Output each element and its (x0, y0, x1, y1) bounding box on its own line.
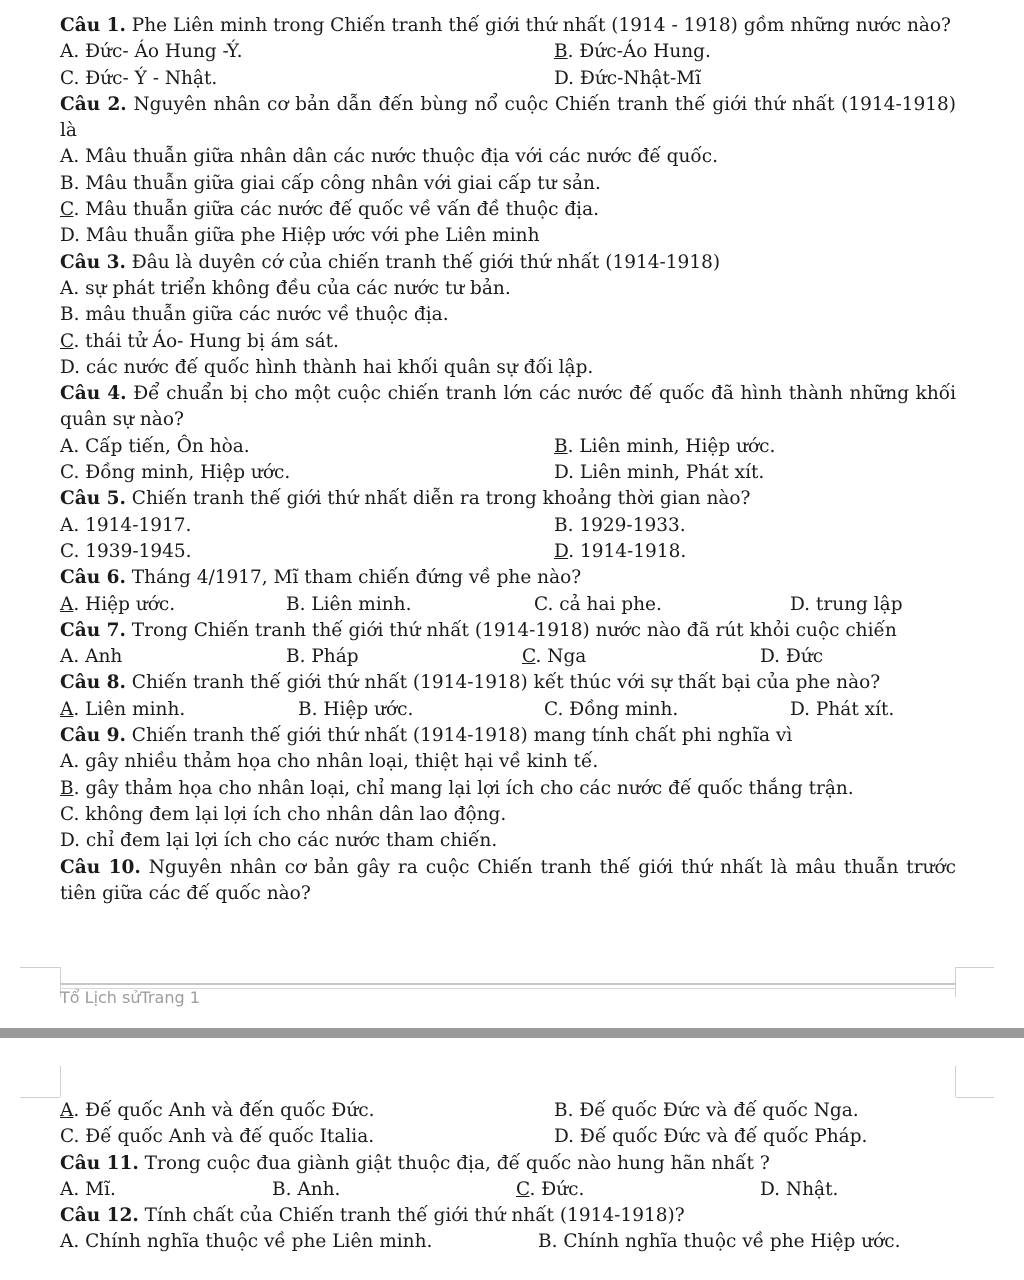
answer-b: B. Pháp (286, 646, 359, 668)
question-4 (60, 381, 956, 434)
answer-b: B. mâu thuẫn giữa các nước về thuộc địa. (60, 304, 449, 326)
question-number: Câu 6. (60, 567, 126, 589)
answer-c: C. Nga (522, 646, 587, 668)
question-text: Tính chất của Chiến tranh thế giới thứ nhất (1914-1918)? (138, 1205, 685, 1227)
answer-d: D. chỉ đem lại lợi ích cho các nước tham chiến. (60, 830, 498, 852)
answer-row (60, 460, 956, 486)
question-number: Câu 1. (60, 15, 126, 36)
question-text: Tháng 4/1917, Mĩ tham chiến đứng về phe nào? (125, 567, 582, 589)
answer-d: D. trung lập (790, 593, 903, 615)
answer-row (60, 66, 956, 92)
question-8 (60, 670, 956, 696)
question-number: Câu 12. (60, 1205, 139, 1227)
question-2 (60, 92, 956, 145)
question-3 (60, 250, 956, 276)
answer-a: A. Mĩ. (60, 1178, 116, 1200)
page-2-content (60, 1098, 956, 1256)
answer-c: C. Đức. (516, 1178, 585, 1200)
answer-row (60, 1098, 956, 1124)
answer-c: C. 1939-1945. (60, 540, 192, 562)
answer-c: C. Đồng minh, Hiệp ước. (60, 462, 291, 484)
question-number: Câu 11. (60, 1152, 139, 1174)
question-text: Nguyên nhân cơ bản dẫn đến bùng nổ cuộc Chiến tranh thế giới thứ nhất (1914-1918) là (60, 93, 957, 142)
question-9 (60, 723, 956, 749)
page-corner-mark (956, 967, 994, 968)
question-text: Trong Chiến tranh thế giới thứ nhất (1914-1918) nước nào đã rút khỏi cuộc chiến (125, 619, 897, 641)
answer-row (60, 1177, 956, 1203)
answer-b: B. Liên minh. (286, 593, 412, 615)
answer-a: A. Anh (60, 646, 123, 668)
answer-d: D. Nhật. (760, 1178, 839, 1200)
page-footer: Tổ Lịch sửTrang 1 (60, 988, 200, 1007)
question-6 (60, 565, 956, 591)
answer-c: C. thái tử Áo- Hung bị ám sát. (60, 330, 339, 352)
question-text: Đâu là duyên cớ của chiến tranh thế giới thứ nhất (1914-1918) (125, 251, 721, 273)
question-text: Chiến tranh thế giới thứ nhất diễn ra trong khoảng thời gian nào? (125, 488, 751, 510)
answer-c: C. Đức- Ý - Nhật. (60, 67, 218, 89)
answer-row (60, 539, 956, 565)
answer-b: B. Anh. (272, 1178, 341, 1200)
answer-a: A. sự phát triển không đều của các nước tư bản. (60, 277, 511, 299)
answer-d: D. Liên minh, Phát xít. (554, 462, 765, 484)
question-number: Câu 9. (60, 725, 126, 747)
answer-a: A. Đức- Áo Hung -Ý. (60, 41, 243, 63)
answer-a: A. Cấp tiến, Ôn hòa. (60, 435, 250, 457)
answer-d: D. Phát xít. (790, 698, 895, 720)
answer-c: C. Đồng minh. (544, 698, 679, 720)
page-corner-mark (20, 967, 60, 968)
question-5 (60, 486, 956, 512)
answer-row (60, 39, 956, 65)
question-text: Nguyên nhân cơ bản gây ra cuộc Chiến tranh thế giới thứ nhất là mâu thuẫn trước tiên giữa các đế quốc nào? (60, 856, 957, 904)
answer-b: B. Hiệp ước. (298, 698, 414, 720)
answer-row (60, 644, 956, 670)
answer-b: B. Đế quốc Đức và đế quốc Nga. (554, 1100, 859, 1121)
question-text: Chiến tranh thế giới thứ nhất (1914-1918) kết thúc với sự thất bại của phe nào? (125, 672, 881, 694)
answer-a: A. gây nhiều thảm họa cho nhân loại, thiệt hại về kinh tế. (60, 751, 599, 773)
question-number: Câu 5. (60, 488, 126, 510)
answer-row (60, 513, 956, 539)
answer-a: A. Liên minh. (60, 698, 186, 720)
answer-d: D. Đức-Nhật-Mĩ (554, 67, 702, 89)
answer-a: A. Mâu thuẫn giữa nhân dân các nước thuộc địa với các nước đế quốc. (60, 146, 718, 168)
answer-a: A. Đế quốc Anh và đến quốc Đức. (60, 1100, 375, 1121)
question-11 (60, 1151, 956, 1177)
question-text: Để chuẩn bị cho một cuộc chiến tranh lớn các nước đế quốc đã hình thành những khối quân sự nào? (60, 383, 956, 431)
answer-row (60, 1124, 956, 1150)
answer-row (60, 592, 956, 618)
footer-rule (60, 983, 956, 985)
answer-b: B. gây thảm họa cho nhân loại, chỉ mang lại lợi ích cho các nước đế quốc thắng trận. (60, 777, 854, 799)
answer-a: A. Hiệp ước. (60, 593, 176, 615)
answer-c: C. Đế quốc Anh và đế quốc Italia. (60, 1126, 375, 1148)
answer-c: C. cả hai phe. (534, 593, 662, 615)
answer-b: B. Đức-Áo Hung. (554, 41, 711, 63)
answer-b: B. Chính nghĩa thuộc về phe Hiệp ước. (538, 1231, 901, 1253)
answer-d: D. Mâu thuẫn giữa phe Hiệp ước với phe Liên minh (60, 225, 540, 247)
question-number: Câu 10. (60, 856, 141, 878)
question-number: Câu 8. (60, 672, 126, 694)
page-corner-mark (956, 1097, 994, 1098)
answer-row (60, 1229, 956, 1255)
question-number: Câu 7. (60, 619, 126, 641)
answer-a: A. Chính nghĩa thuộc về phe Liên minh. (60, 1231, 433, 1253)
answer-a: A. 1914-1917. (60, 514, 192, 536)
page-corner-mark (955, 967, 956, 997)
page-corner-mark (60, 1066, 61, 1097)
question-1 (60, 13, 956, 39)
answer-d: D. các nước đế quốc hình thành hai khối quân sự đối lập. (60, 356, 594, 378)
question-text: Chiến tranh thế giới thứ nhất (1914-1918) mang tính chất phi nghĩa vì (125, 725, 793, 747)
answer-row (60, 697, 956, 723)
answer-b: B. Mâu thuẫn giữa giai cấp công nhân với giai cấp tư sản. (60, 172, 601, 194)
page-corner-mark (20, 1097, 60, 1098)
answer-b: B. 1929-1933. (554, 514, 686, 536)
answer-d: D. Đế quốc Đức và đế quốc Pháp. (554, 1126, 868, 1148)
page-1-content (60, 13, 956, 907)
question-number: Câu 2. (60, 93, 127, 115)
question-7 (60, 618, 956, 644)
answer-d: D. Đức (760, 646, 824, 668)
question-number: Câu 3. (60, 251, 126, 273)
answer-b: B. Liên minh, Hiệp ước. (554, 435, 776, 457)
question-12 (60, 1203, 956, 1229)
question-text: Trong cuộc đua giành giật thuộc địa, đế quốc nào hung hãn nhất ? (138, 1152, 770, 1174)
answer-d: D. 1914-1918. (554, 540, 687, 562)
question-number: Câu 4. (60, 383, 127, 405)
page-gap (0, 1028, 1024, 1038)
answer-row (60, 434, 956, 460)
question-10 (60, 855, 956, 908)
page-corner-mark (955, 1066, 956, 1097)
answer-c: C. không đem lại lợi ích cho nhân dân lao động. (60, 803, 507, 825)
question-text: Phe Liên minh trong Chiến tranh thế giới thứ nhất (1914 - 1918) gồm những nước nào? (125, 15, 951, 36)
answer-c: C. Mâu thuẫn giữa các nước đế quốc về vấn đề thuộc địa. (60, 199, 599, 221)
